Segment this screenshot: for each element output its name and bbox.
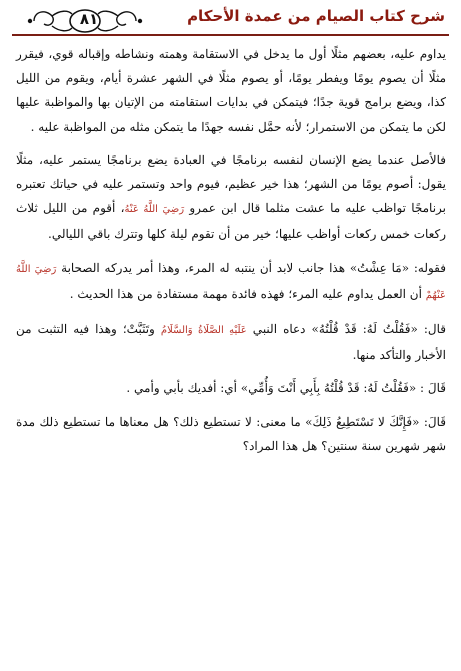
body-text (16, 42, 446, 467)
paragraph (16, 376, 446, 400)
paragraph (16, 317, 446, 367)
page-number-badge (26, 6, 144, 36)
text-segment: أن العمل يداوم عليه المرء؛ فهذه فائدة مهمة مستفادة من هذا الحديث . (69, 286, 426, 301)
page-number: ٨١ (79, 10, 99, 28)
paragraph (16, 256, 446, 308)
text-segment: ، أقوم من الليل ثلاث ركعات خمس ركعات أواظب عليها؛ خير من أن تقوم ليلة كلها وتترك باقي الليالي. (16, 201, 446, 242)
text-segment: قال: «فَقُلْتُ لَهُ: قَدْ قُلْتُهُ» دعاه النبي (246, 322, 447, 337)
book-title: شرح كتاب الصيام من عمدة الأحكام (187, 7, 445, 25)
honorific-phrase: عَلَيْهِ الصَّلَاةُ وَالسَّلَامُ (160, 325, 247, 337)
text-segment: يداوم عليه، بعضهم مثلًا أول ما يدخل في الاستقامة وهمته ونشاطه وإقباله قوي، فيقرر مثلًا أن يصوم يومًا ويفطر يومًا، أو يصوم مثلًا في الشهر عشرة أيام، ويقوم من الليل كذا، ويضع برامج قوية جدًا؛ فيتمكن في بدايات استقامته من الإتيان بها والمواظبة عليها لكن ما يتمكن من الاستمرار؛ لأنه حمَّل نفسه جهدًا ما يتمكن مثله من المواظبة عليه . (16, 47, 446, 134)
honorific-phrase: رَضِيَ اللَّهُ عَنْهُمْ (16, 263, 446, 301)
text-segment: قَالَ: «فَإِنَّكَ لا تَسْتَطِيعُ ذَلِكَ» ما معنى: لا تستطيع ذلك؟ هل معناها ما تستطيع ذلك مدة شهر شهرين سنة سنتين؟ هل هذا المراد؟ (16, 414, 446, 453)
paragraph (16, 410, 446, 458)
honorific-phrase: رَضِيَ اللَّهُ عَنْهُ (124, 204, 185, 216)
text-segment: وتَثَبَّتْ؛ وهذا فيه التثبت من الأخبار والتأكد منها. (16, 322, 446, 363)
paragraph (16, 42, 446, 139)
paragraph (16, 148, 446, 247)
text-segment: فالأصل عندما يضع الإنسان لنفسه برنامجًا في العبادة يضع برنامجًا يستمر عليه، مثلًا يقول: أصوم يومًا من الشهر؛ هذا خير عظيم، فيوم واحد وتستمر عليه في حياتك تعتبره برنامجًا تواظب عليه ما عشت مثلما قال ابن عمرو (16, 152, 446, 216)
text-segment: قَالَ : «فَقُلْتُ لَهُ: قَدْ قُلْتُهُ بِأَبِي أَنْتَ وَأُمِّي» أي: أفديك بأبي وأمي . (126, 381, 446, 396)
page-header (12, 6, 449, 38)
text-segment: فقوله: «مَا عِشْتُ» هذا جانب لابد أن ينتبه له المرء، وهذا أمر يدركه الصحابة (56, 260, 446, 275)
